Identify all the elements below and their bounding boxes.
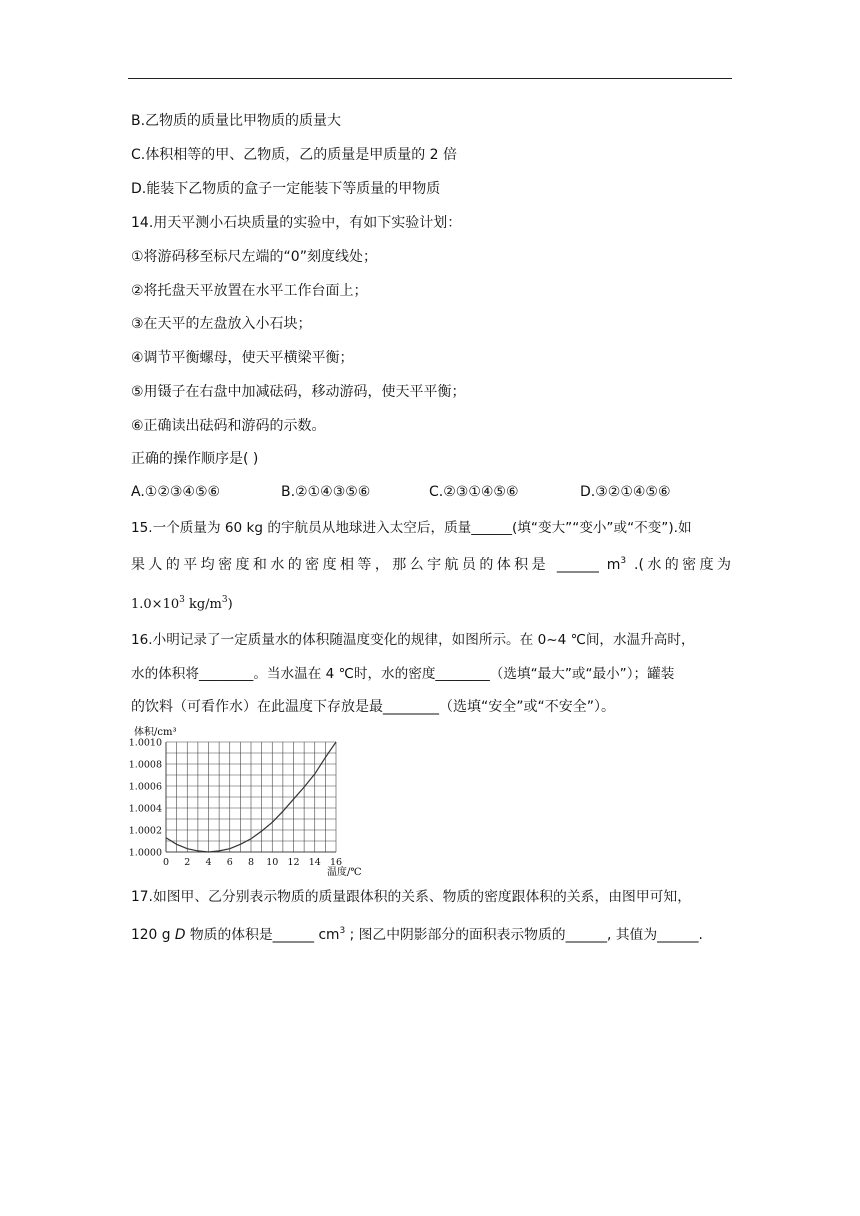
x-tick-label: 10: [266, 857, 279, 868]
q16-line-3: 的饮料（可看作水）在此温度下存放是最________（选填“安全”或“不安全”）。: [131, 699, 616, 715]
x-tick-label: 16: [329, 857, 343, 868]
header-rule: [128, 78, 732, 79]
q15-line-2a: 果人的平均密度和水的密度相等，那么宇航员的体积是 ______ m: [131, 557, 621, 573]
q15-line-2-sup: 3: [620, 556, 627, 566]
q14-option-c: C.②③①④⑤⑥: [429, 484, 519, 500]
chart-y-ticks: [129, 738, 162, 859]
q14-stem: 14.用天平测小石块质量的实验中，有如下实验计划：: [131, 215, 462, 231]
chart-x-ticks: [163, 857, 342, 868]
y-tick-label: 1.0004: [128, 803, 162, 815]
q15-line-2: [131, 551, 731, 575]
x-tick-label: 12: [287, 857, 300, 868]
q17-line-2c: ; 图乙中阴影部分的面积表示物质的______, 其值为______.: [345, 927, 703, 943]
y-tick-label: 1.0008: [128, 759, 162, 771]
q15-line-3-sup2: 3: [221, 595, 228, 605]
q14-step-2: ②将托盘天平放置在水平工作台面上；: [131, 283, 368, 299]
x-tick-label: 14: [308, 857, 321, 868]
q17-line-2: [131, 921, 703, 945]
x-tick-label: 0: [162, 857, 170, 868]
q14-option-b: B.②①④③⑤⑥: [281, 484, 371, 500]
q14-option-a: A.①②③④⑤⑥: [131, 484, 221, 500]
q15-line-3a: 1.0×10: [131, 597, 180, 612]
q13-option-d: D.能装下乙物质的盒子一定能装下等质量的甲物质: [131, 181, 441, 197]
q16-line-1: 16.小明记录了一定质量水的体积随温度变化的规律，如图所示。在 0~4 ℃间，水温升高时，: [131, 632, 695, 648]
q14-step-1: ①将游码移至标尺左端的“0”刻度线处；: [131, 249, 377, 265]
q17-line-2a: 120 g: [131, 927, 175, 943]
q14-step-5: ⑤用镊子在右盘中加减砝码，移动游码，使天平平衡；: [131, 384, 466, 400]
q15-line-3: [131, 590, 233, 615]
volume-temperature-chart: [128, 722, 362, 880]
q14-step-6: ⑥正确读出砝码和游码的示数。: [131, 418, 326, 434]
q15-line-2b: .(水的密度为: [626, 557, 731, 573]
q13-option-b: B.乙物质的质量比甲物质的质量大: [131, 113, 342, 129]
q14-step-3: ③在天平的左盘放入小石块；: [131, 316, 312, 332]
q17-line-1: 17.如图甲、乙分别表示物质的质量跟体积的关系、物质的密度跟体积的关系，由图甲可知，: [131, 889, 692, 905]
x-tick-label: 4: [205, 857, 212, 868]
y-tick-label: 1.0002: [128, 825, 162, 837]
q15-line-1: 15.一个质量为 60 kg 的宇航员从地球进入太空后，质量______(填“变大”“变小”或“不变”).如: [131, 520, 692, 536]
q14-option-d: D.③②①④⑤⑥: [580, 484, 671, 500]
q17-line-2-sup: 3: [339, 926, 346, 936]
q15-line-3b: kg/m: [184, 597, 222, 612]
x-tick-label: 6: [226, 857, 233, 868]
q15-line-3c: ): [227, 597, 233, 612]
x-tick-label: 2: [184, 857, 191, 868]
y-tick-label: 1.0006: [128, 781, 162, 793]
q14-options: [131, 482, 731, 502]
q13-option-c: C.体积相等的甲、乙物质，乙的质量是甲质量的 2 倍: [131, 147, 458, 163]
q15-line-3-sup: 3: [179, 595, 185, 605]
y-tick-label: 1.0000: [128, 847, 162, 859]
y-tick-label: 1.0010: [128, 737, 162, 749]
chart-grid: [166, 742, 336, 852]
chart-xlabel: 温度/℃: [327, 867, 362, 878]
q17-line-2-var: D: [174, 927, 186, 943]
q17-line-2b: 物质的体积是______ cm: [185, 927, 340, 943]
q14-step-4: ④调节平衡螺母，使天平横梁平衡；: [131, 350, 354, 366]
q14-ask: 正确的操作顺序是( ): [131, 451, 259, 467]
x-tick-label: 8: [247, 857, 255, 868]
chart-ylabel: 体积/cm³: [134, 727, 177, 738]
q16-line-2: 水的体积将________。当水温在 4 ℃时，水的密度________（选填“最大”或“最小”）；罐装: [131, 666, 675, 682]
